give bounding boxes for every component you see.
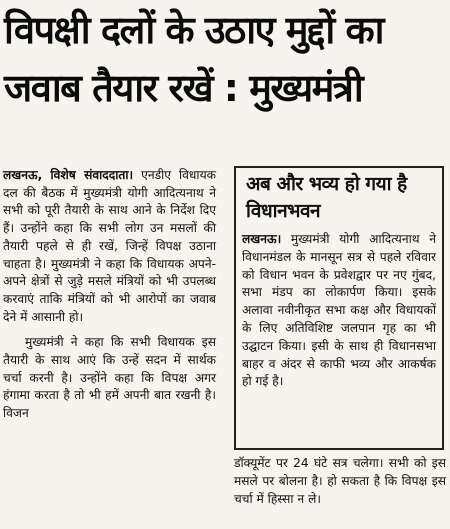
headline-line-2: जवाब तैयार रखें : मुख्यमंत्री — [4, 66, 363, 110]
main-story-continuation: डॉक्यूमेंट पर 24 घंटे सत्र चलेगा। सभी को इस मसले पर बोलना है। हो सकता है कि विपक्ष इस चर्चा में हिस्सा न ले। — [234, 456, 446, 506]
main-story-text-1: एनडीए विधायक दल की बैठक में मुख्यमंत्री योगी आदित्यनाथ ने सभी को पूरी तैयारी के साथ आने के निर्देश दिए हैं। उन्होंने कहा कि सभी लोग उन मसलों की तैयारी पहले से ही रखें, जिन्हें विपक्ष उठाना चाहता है। मुख्यमंत्री ने कहा कि विधायक अपने-अपने क्षेत्रों से जुड़े मसले मंत्रियों को भी उपलब्ध करवाएं ताकि मंत्रियों को भी आरोपों का जवाब देने में आसानी हो। — [3, 168, 216, 324]
sidebar-story-box — [234, 166, 444, 450]
main-story-paragraph-1 — [3, 167, 216, 326]
sidebar-story-text: मुख्यमंत्री योगी आदित्यनाथ ने विधानमंडल के मानसून सत्र से पहले रविवार को विधान भवन के प्रवेशद्वार पर नए गुंबद, सभा मंडप का लोकार्पण किया। इसके अलावा नवीनीकृत सभा कक्ष और विधायकों के लिए अतिविशिष्ट जलपान गृह का भी उद्घाटन किया। इसी के साथ ही विधानसभा बाहर व अंदर से काफी भव्य और आकर्षक हो गई है। — [242, 232, 436, 389]
main-story-dateline: लखनऊ, विशेष संवाददाता। — [3, 168, 134, 182]
headline — [4, 4, 446, 116]
headline-line-1: विपक्षी दलों के उठाए मुद्दों का — [4, 8, 384, 52]
sidebar-story-dateline: लखनऊ। — [242, 232, 282, 246]
sidebar-story-title: अब और भव्य हो गया है विधानभवन — [246, 173, 407, 222]
main-story-paragraph-2: मुख्यमंत्री ने कहा कि सभी विधायक इस तैयारी के साथ आएं कि उन्हें सदन में सार्थक चर्चा करनी है। उन्होंने कहा कि विपक्ष अगर हंगामा करता है तो भी हमें अपनी बात रखनी है। विजन — [3, 335, 216, 421]
sidebar-story-body — [242, 231, 436, 391]
main-story-column — [3, 167, 216, 423]
